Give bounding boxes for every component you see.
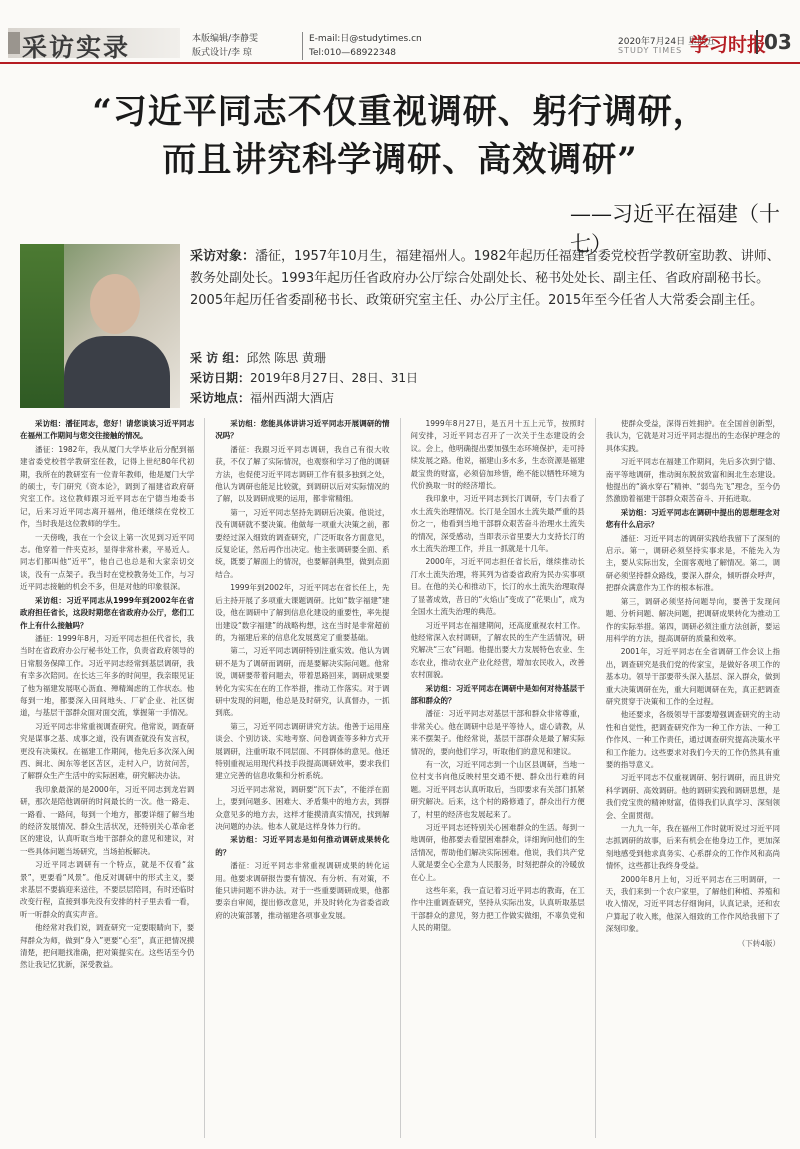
answer-paragraph: 这些年来，我一直记着习近平同志的教诲，在工作中注重调查研究，坚持从实际出发，认真听取基层干部群众的意见，努力把工作做实做细，不辜负党和人民的期望。 xyxy=(410,886,585,933)
answer-paragraph: 2001年，习近平同志在全省调研工作会议上指出，调查研究是我们党的传家宝，是做好各项工作的基本功。领导干部要带头深入基层、深入群众，做到重大决策调研在先，重大问题调研在先，真正把调查研究贯穿于决策和工作的全过程。 xyxy=(605,647,780,706)
bio-label: 采访对象： xyxy=(190,249,256,264)
meta-date xyxy=(190,368,418,388)
paper-logo: 学习时报 xyxy=(690,34,767,56)
answer-paragraph: 潘征：习近平同志非常重视调研成果的转化运用。他要求调研报告要有情况、有分析、有对策，不能只讲问题不讲办法。对于一些重要调研成果，他都要亲自审阅，提出修改意见，并及时转化为省委省政府的决策部署，推动福建各项事业发展。 xyxy=(215,861,390,920)
answer-paragraph: 第二，习近平同志调研特别注重实效。他认为调研不是为了调研而调研，而是要解决实际问题。他常说，调研要带着问题去，带着思路回来，调研成果要转化为实实在在的工作举措，推动工作落实。对于调研中发现的问题，他总是及时研究，认真督办，一抓到底。 xyxy=(215,646,390,718)
answer-paragraph: 他经常对我们说，调查研究一定要眼睛向下，要拜群众为师，做到“身入”更要“心至”，真正把情况摸清楚，把问题找准确，把对策提实在。这些话至今仍然让我记忆犹新，深受教益。 xyxy=(20,923,195,970)
paper-english-name: STUDY TIMES xyxy=(618,46,683,55)
meta-group xyxy=(190,348,418,368)
date-label: 采访日期： xyxy=(190,371,251,385)
article-column-4 xyxy=(606,418,780,1138)
answer-paragraph: 习近平同志常说，调研要“沉下去”，不能浮在面上，要到问题多、困难大、矛盾集中的地方去，到群众意见多的地方去，这样才能摸清真实情况，找到解决问题的办法。他本人就是这样身体力行的。 xyxy=(215,784,390,831)
date-value: 2019年8月27日、28日、31日 xyxy=(250,371,418,385)
answer-paragraph: 潘征：我跟习近平同志调研，我自己有很大收获，不仅了解了实际情况，也观察和学习了他的调研方法，也促使习近平同志调研工作有很多独到之处，他认为调研也能足比较就，到调研以后对实际情况的了解，以及调研成果的运用，都非常精细。 xyxy=(215,444,390,504)
subtitle-row xyxy=(430,198,780,256)
question-paragraph: 采访组：习近平同志在调研中是如何对待基层干部和群众的？ xyxy=(410,683,585,705)
section-title: 采访实录 xyxy=(22,33,131,62)
answer-paragraph: 第三，调研必须坚持问题导向，要善于发现问题、分析问题、解决问题，把调研成果转化为推动工作的实际举措。第四，调研必须注重方法创新，要运用科学的方法，提高调研的质量和效率。 xyxy=(605,596,780,643)
column-divider xyxy=(595,418,596,1138)
answer-paragraph: 习近平同志在福建工作期间，先后多次到宁德、南平等地调研，推动闽东脱贫致富和闽北生态建设。他提出的“滴水穿石”精神、“弱鸟先飞”理念，至今仍然激励着福建干部群众艰苦奋斗、开拓进取。 xyxy=(605,457,780,504)
column-divider xyxy=(204,418,205,1138)
question-paragraph: 采访组：潘征同志，您好！请您谈谈习近平同志在福州工作期间与您交往接触的情况。 xyxy=(20,419,195,441)
answer-paragraph: 第一，习近平同志坚持先调研后决策。他说过，没有调研就不要决策。他做每一项重大决策之前，都要经过深入细致的调查研究，广泛听取各方面意见，反复论证，然后再作出决定。他主张调研要全面、系统，既要了解面上的情况，也要解剖典型，做到点面结合。 xyxy=(215,507,390,579)
group-label: 采 访 组： xyxy=(190,351,247,365)
issue-date: 2020年7月24日 星期五 xyxy=(618,37,715,47)
question-paragraph: 采访组：您能具体讲讲习近平同志开展调研的情况吗？ xyxy=(215,419,390,441)
answer-paragraph: 我印象最深的是2000年，习近平同志到龙岩调研，那次是陪他调研的时间最长的一次。他一路走、一路看、一路问，每到一个地方，都要详细了解当地的经济发展情况、群众生活状况，还特别关心革命老区的建设，认真听取当地干部群众的意见和建议，对一些具体问题当场研究，当场拍板解决。 xyxy=(20,784,195,856)
tel-line: Tel:010—68922348 xyxy=(309,48,397,58)
interviewee-photo xyxy=(20,244,180,408)
answer-paragraph: 第三，习近平同志调研讲究方法。他善于运用座谈会、个别访谈、实地考察、问卷调查等多种方式开展调研，注重听取不同层面、不同群体的意见。他还特别重视运用现代科技手段提高调研效率，要求我们建立完善的信息收集和分析系统。 xyxy=(215,721,390,781)
answer-paragraph: 潘征：习近平同志对基层干部和群众非常尊重，非常关心。他在调研中总是平等待人，虚心请教，从来不摆架子。他经常说，基层干部群众是最了解实际情况的，要向他们学习，听取他们的意见和建议。 xyxy=(410,709,585,756)
column-divider xyxy=(400,418,401,1138)
answer-paragraph: 有一次，习近平同志到一个山区县调研，当地一位村支书向他反映村里交通不便、群众出行难的问题。习近平同志认真听取后，当即要求有关部门抓紧研究解决。后来，这个村的路修通了，群众出行方便了，村里的经济也发展起来了。 xyxy=(410,759,585,819)
continued-note: （下转4版） xyxy=(737,938,780,948)
article-body xyxy=(20,418,780,1138)
headline xyxy=(20,88,780,184)
answer-paragraph: 习近平同志在福建期间，还高度重视农村工作。他经常深入农村调研，了解农民的生产生活情况，研究解决“三农”问题。他提出要大力发展特色农业、生态农业，推动农业产业化经营，增加农民收入，改善农村面貌。 xyxy=(410,620,585,680)
editor-line: 本版编辑/李静雯 xyxy=(192,34,259,44)
group-value: 邱然 陈思 黄珊 xyxy=(246,351,326,365)
email-line: E-mail:日@studytimes.cn xyxy=(309,34,422,44)
headline-line-1: “习近平同志不仅重视调研、躬行调研， xyxy=(92,92,708,132)
answer-paragraph: 潘征：1999年8月，习近平同志担任代省长，我当时在省政府办公厅秘书处工作，负责省政府领导的日常服务保障工作。习近平同志经常到基层调研，我有幸多次陪同。在长达三年多的时间里，我亲眼见证了他为福建发展呕心沥血、殚精竭虑的工作状态。他每到一地，都要深入田间地头、厂矿企业、社区街道，与基层干部群众面对面交流，掌握第一手情况。 xyxy=(20,633,195,718)
answer-paragraph: 习近平同志调研有一个特点，就是不仅看“盆景”，更要看“风景”。他反对调研中的形式主义，要求基层不要搞迎来送往，不要层层陪同，有时还临时改变行程，直接到事先没有安排的村子里去看一看，听一听群众的真实声音。 xyxy=(20,860,195,919)
subtitle: ——习近平在福建（十七） xyxy=(570,202,780,256)
answer-paragraph: 习近平同志还特别关心困难群众的生活。每到一地调研，他都要去看望困难群众，详细询问他们的生活情况，帮助他们解决实际困难。他说，我们共产党人就是要全心全意为人民服务，时刻把群众的冷暖放在心上。 xyxy=(410,823,585,882)
article-column-1 xyxy=(20,418,194,1138)
headline-line-2: 而且讲究科学调研、高效调研” xyxy=(162,140,638,180)
photo-person-body xyxy=(64,336,170,408)
question-paragraph: 采访组：习近平同志在调研中提出的思想理念对您有什么启示？ xyxy=(605,507,780,530)
page-number: 03 xyxy=(756,30,792,54)
section-marker-icon xyxy=(8,32,20,54)
answer-paragraph: 潘征：习近平同志的调研实践给我留下了深刻的启示。第一，调研必须坚持实事求是，不能先入为主，要从实际出发，全面客观地了解情况。第二，调研必须坚持群众路线，要深入群众，倾听群众呼声，把群众满意作为工作的根本标准。 xyxy=(605,533,780,593)
place-value: 福州西湖大酒店 xyxy=(250,391,335,405)
interviewee-bio xyxy=(190,246,780,312)
bio-text: 潘征，1957年10月生，福建福州人。1982年起历任福建省委党校哲学教研室助教、讲师、教务处副处长。1993年起历任省政府办公厅综合处副处长、秘书处处长、副主任、省政府副秘书长。2005年起历任省委副秘书长、政策研究室主任、办公厅主任。2015年至今任省人大常委会副主任。 xyxy=(190,249,780,308)
place-label: 采访地点： xyxy=(190,391,251,405)
answer-paragraph: 习近平同志非常重视调查研究。他常说，调查研究是谋事之基、成事之道，没有调查就没有发言权，更没有决策权。在福建工作期间，他先后多次深入闽西、闽北、闽东等老区苫区，走村入户，访贫问苦，了解群众生产生活中的实际困难，研究解决办法。 xyxy=(20,721,195,781)
contact-info xyxy=(302,32,422,60)
answer-paragraph: 使群众受益，深得百姓拥护。在全国首创新型，我认为，它就是对习近平同志提出的生态保护理念的具体实践。 xyxy=(605,419,780,453)
answer-paragraph: 习近平同志不仅重视调研、躬行调研，而且讲究科学调研、高效调研。他的调研实践和调研思想，是我们党宝贵的精神财富，值得我们认真学习、深刻领会、全面贯彻。 xyxy=(605,773,780,820)
page-header xyxy=(0,0,800,64)
article-column-3 xyxy=(411,418,585,1138)
answer-paragraph: 1999年8月27日，是五月十五上元节，按照时间安排，习近平同志召开了一次关于生态建设的会议。会上，他明确提出要加强生态环境保护，走可持续发展之路。他说，福建山多水多，生态资源是福建最宝贵的财富，必须倍加珍惜，绝不能以牺牲环境为代价换取一时的经济增长。 xyxy=(410,419,585,491)
article-column-2 xyxy=(215,418,389,1138)
answer-paragraph: 2000年，习近平同志担任省长后，继续推动长汀水土流失治理，将其列为省委省政府为民办实事项目。在他的关心和推动下，长汀的水土流失治理取得了显著成效，昔日的“火焰山”变成了“花果山”，成为全国水土流失治理的典范。 xyxy=(410,557,585,617)
question-paragraph: 采访组：习近平同志从1999年到2002年在省政府担任省长，这段时期您在省政府办公厅，您们工作上有什么接触吗？ xyxy=(20,595,195,630)
editor-credits xyxy=(192,32,258,60)
answer-paragraph: 潘征：1982年，我从厦门大学毕业后分配到福建省委党校哲学教研室任教，记得上世纪80年代初期，我所在的教研室有一位青年教师，他是厦门大学的硕士，专门研究《资本论》，调到了福建省政府研究室工作。这位教师跟习近平同志在宁德当地委书记，后来习近平同志离开福州，他还继续在党校工作，当时我是这位教师的学生。 xyxy=(20,444,195,529)
photo-person-head xyxy=(90,274,140,334)
designer-line: 版式设计/李 琼 xyxy=(192,48,252,58)
question-paragraph: 采访组：习近平同志是如何推动调研成果转化的？ xyxy=(215,835,390,857)
interviewee-profile xyxy=(20,244,780,408)
answer-paragraph: 一九九一年，我在福州工作时就听说过习近平同志抓调研的故事，后来有机会在他身边工作，更加深刻地感受到他求真务实、心系群众的工作作风和高尚情怀，这些都让我终身受益。 xyxy=(605,824,780,871)
answer-paragraph: 2000年8月上旬，习近平同志在三明调研，一天，我们来到一个农户家里，了解他们种植、养殖和收入情况，习近平同志仔细询问，认真记录，还和农户算起了收入账，他深入细致的工作作风给我留下了深刻印象。 xyxy=(605,874,780,934)
answer-paragraph: 我印象中，习近平同志到长汀调研，专门去看了水土流失治理情况。长汀是全国水土流失最严重的县份之一，他看到当地干部群众艰苦奋斗治理水土流失的情况，深受感动，当即表示省里要大力支持长汀的水土流失治理工作，并且一抓就是十几年。 xyxy=(410,494,585,554)
answer-paragraph: 一天傍晚，我在一个会议上第一次见到习近平同志。他穿着一件夹克衫，显得非常朴素，平易近人。同志们都叫他“近平”，他自己也总是和大家亲切交谈，没有一点架子。我当时在党校教务处工作，与习近平同志接触的机会不多，但是对他的印象很深。 xyxy=(20,532,195,592)
answer-paragraph: 他还要求，各级领导干部要增强调查研究的主动性和自觉性，把调查研究作为一种工作方法、一种工作作风、一种工作责任，通过调查研究提高决策水平和工作能力。这些要求对我们今天的工作仍然具有重要的指导意义。 xyxy=(605,710,780,769)
photo-plant-shape xyxy=(20,244,64,408)
interview-meta xyxy=(190,348,418,408)
meta-place xyxy=(190,388,418,408)
answer-paragraph: 1999年到2002年，习近平同志在省长任上，先后主持开展了多项重大课题调研。比如“数字福建”建设，他在调研中了解到信息化建设的重要性，率先提出建设“数字福建”的战略构想，这在当时是非常超前的，为福建后来的信息化发展奠定了重要基础。 xyxy=(215,583,390,642)
